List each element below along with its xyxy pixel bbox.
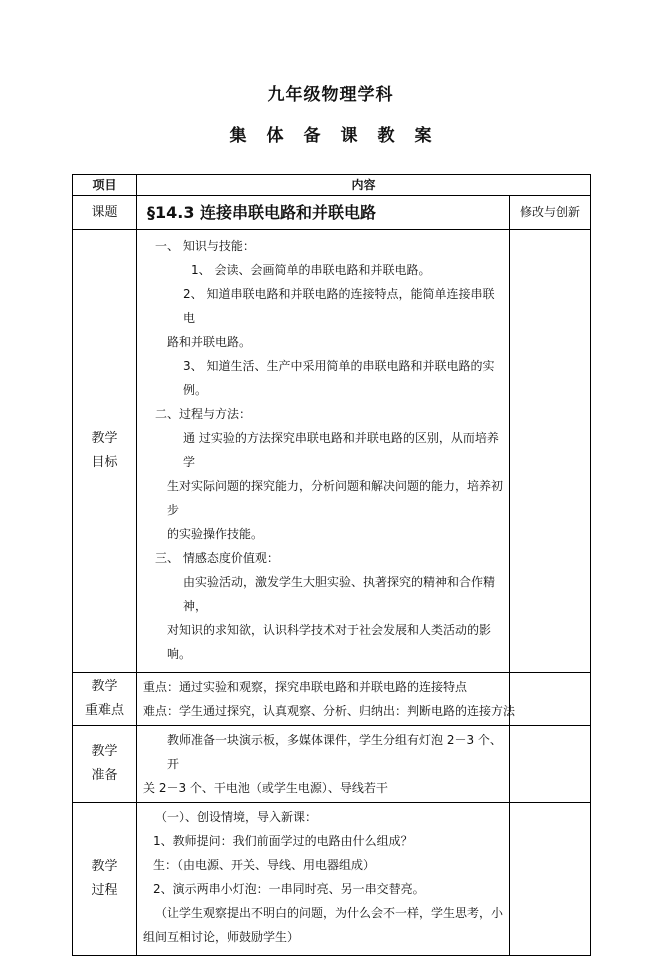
objective-heading: 三、 情感态度价值观：: [155, 551, 279, 565]
revision-label: 修改与创新: [510, 196, 591, 230]
objective-heading: 二、过程与方法：: [155, 407, 252, 421]
preparation-row: [73, 726, 591, 803]
objective-text: 的实验操作技能。: [167, 527, 264, 541]
objectives-row: [73, 230, 591, 673]
key-point: 重点：通过实验和观察，探究串联电路和并联电路的连接特点: [143, 680, 468, 694]
keypoints-row: [73, 673, 591, 726]
revision-cell: [510, 230, 591, 673]
objective-item: 路和并联电路。: [167, 335, 252, 349]
process-text: 2、演示两串小灯泡：一串同时亮、另一串交替亮。: [153, 882, 425, 896]
difficult-point: 难点：学生通过探究，认真观察、分析、归纳出：判断电路的连接方法: [143, 704, 516, 718]
topic-label: 课题: [73, 196, 137, 230]
process-text: （让学生观察提出不明白的问题，为什么会不一样，学生思考，小: [155, 906, 504, 920]
objective-text: 通 过实验的方法探究串联电路和并联电路的区别，从而培养学: [183, 431, 499, 469]
process-text: 1、教师提问：我们前面学过的电路由什么组成？: [153, 834, 413, 848]
document-title: 九年级物理学科: [267, 85, 394, 105]
revision-cell: [510, 803, 591, 956]
revision-cell: [510, 673, 591, 726]
process-text: 组间互相讨论，师鼓励学生）: [143, 930, 300, 944]
process-content: [137, 803, 510, 956]
keypoints-label: 教学 重难点: [73, 673, 137, 726]
process-text: 生：（由电源、开关、导线、用电器组成）: [153, 858, 376, 872]
lesson-topic: §14.3 连接串联电路和并联电路: [137, 196, 510, 230]
process-heading: （一）、创设情境，导入新课：: [155, 810, 318, 824]
keypoints-content: [137, 673, 516, 726]
objective-heading: 一、 知识与技能：: [155, 239, 255, 253]
document-subtitle: 集体备课教案: [229, 126, 452, 146]
objectives-content: [137, 230, 510, 673]
header-row: [73, 175, 591, 196]
objective-text: 由实验活动，激发学生大胆实验、执著探究的精神和合作精神，: [183, 575, 496, 613]
lesson-plan-table: [72, 174, 591, 956]
preparation-text: 关 2－3 个、干电池（或学生电源）、导线若干: [143, 781, 388, 795]
preparation-content: [137, 726, 510, 803]
objective-item: 1、 会读、会画简单的串联电路和并联电路。: [191, 263, 431, 277]
revision-cell: [510, 726, 591, 803]
objective-text: 生对实际问题的探究能力，分析问题和解决问题的能力，培养初步: [167, 479, 504, 517]
objectives-label: 教学 目标: [73, 230, 137, 673]
preparation-text: 教师准备一块演示板，多媒体课件，学生分组有灯泡 2－3 个、开: [167, 733, 502, 771]
objective-item: 2、 知道串联电路和并联电路的连接特点，能简单连接串联电: [183, 287, 495, 325]
preparation-label: 教学 准备: [73, 726, 137, 803]
col-content-header: 内容: [137, 175, 591, 196]
topic-row: [73, 196, 591, 230]
process-row: [73, 803, 591, 956]
col-item-header: 项目: [73, 175, 137, 196]
process-label: 教学 过程: [73, 803, 137, 956]
objective-item: 3、 知道生活、生产中采用简单的串联电路和并联电路的实例。: [183, 359, 495, 397]
objective-text: 对知识的求知欲，认识科学技术对于社会发展和人类活动的影响。: [167, 623, 492, 661]
